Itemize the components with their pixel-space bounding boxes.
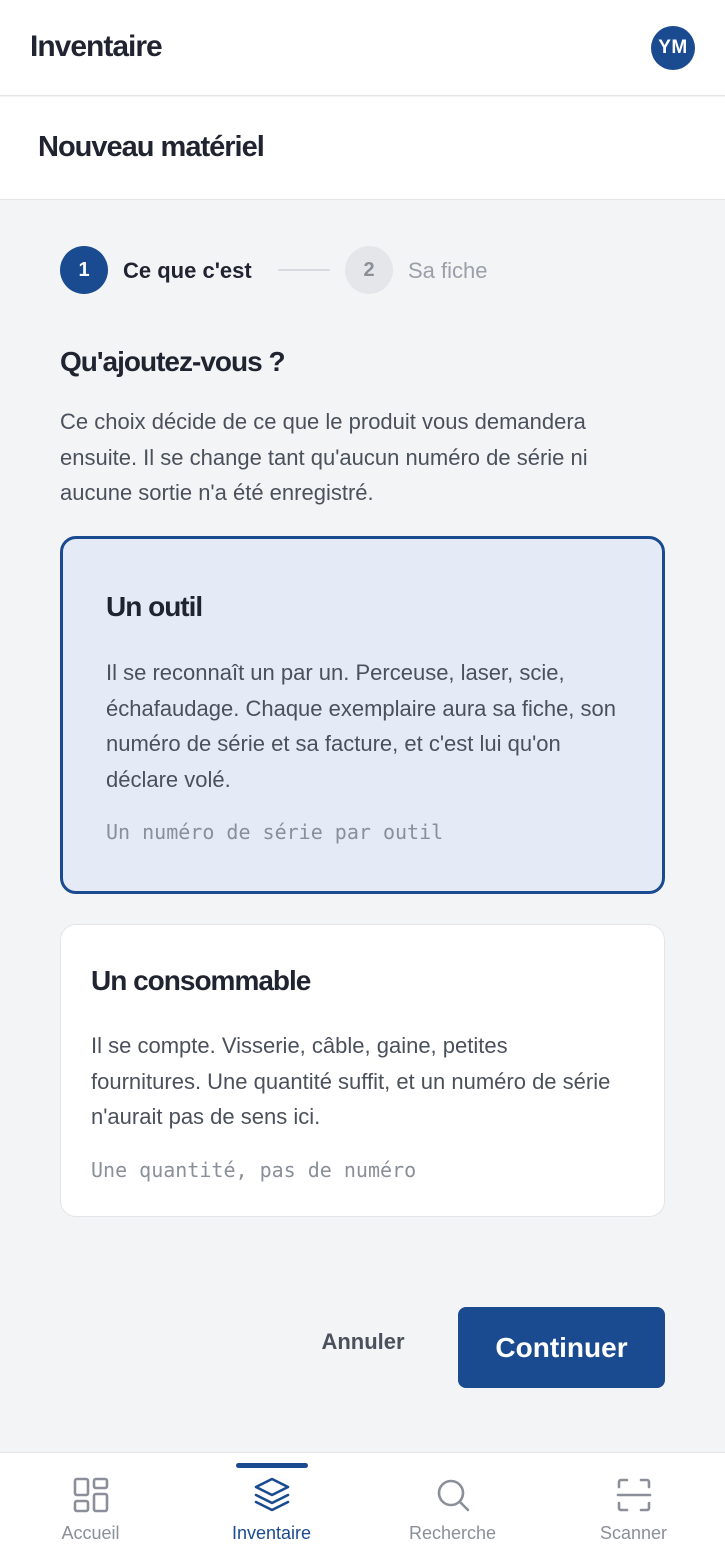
top-app-bar	[0, 0, 725, 96]
page-header	[0, 97, 725, 200]
nav-item-recherche[interactable]	[362, 1453, 543, 1568]
step-2-number: 2	[345, 246, 393, 294]
scan-icon	[614, 1475, 654, 1515]
step-2-label: Sa fiche	[408, 258, 488, 283]
cancel-button[interactable]: Annuler	[310, 1320, 416, 1364]
nav-label: Accueil	[61, 1523, 120, 1543]
nav-label: Scanner	[599, 1523, 668, 1543]
option-hint: Un numéro de série par outil	[106, 820, 444, 844]
nav-item-accueil[interactable]	[0, 1453, 181, 1568]
option-title: Un consommable	[91, 965, 311, 996]
option-card-tool[interactable]	[60, 536, 665, 894]
avatar[interactable]: YM	[651, 26, 695, 70]
active-indicator	[236, 1463, 308, 1468]
app-title: Inventaire	[30, 30, 162, 63]
option-description: Il se reconnaît un par un. Perceuse, laser, scie, échafaudage. Chaque exemplaire aura sa fiche, son numéro de série et sa facture, et c'est lui qu'on déclare volé.	[106, 660, 617, 792]
bottom-navigation	[0, 1452, 725, 1568]
step-1-label: Ce que c'est	[123, 258, 252, 283]
nav-label: Recherche	[408, 1523, 497, 1543]
step-1-number: 1	[60, 246, 108, 294]
option-title: Un outil	[106, 591, 203, 622]
search-icon	[433, 1475, 473, 1515]
nav-label: Inventaire	[231, 1523, 312, 1543]
stepper	[60, 246, 660, 294]
continue-button[interactable]: Continuer	[458, 1307, 665, 1388]
question-heading: Qu'ajoutez-vous ?	[60, 346, 285, 377]
layers-icon	[252, 1475, 292, 1515]
option-description: Il se compte. Visserie, câble, gaine, petites fournitures. Une quantité suffit, et un numéro de série n'aurait pas de sens ici.	[91, 1033, 611, 1129]
nav-item-inventaire[interactable]	[181, 1453, 362, 1568]
option-hint: Une quantité, pas de numéro	[91, 1158, 417, 1182]
option-card-consumable[interactable]	[60, 924, 665, 1217]
nav-item-scanner[interactable]	[543, 1453, 724, 1568]
grid-icon	[71, 1475, 111, 1515]
page-title: Nouveau matériel	[38, 131, 264, 163]
intro-text: Ce choix décide de ce que le produit vous demandera ensuite. Il se change tant qu'aucun numéro de série ni aucune sortie n'a été enregistré.	[60, 409, 588, 505]
step-connector	[278, 269, 330, 271]
